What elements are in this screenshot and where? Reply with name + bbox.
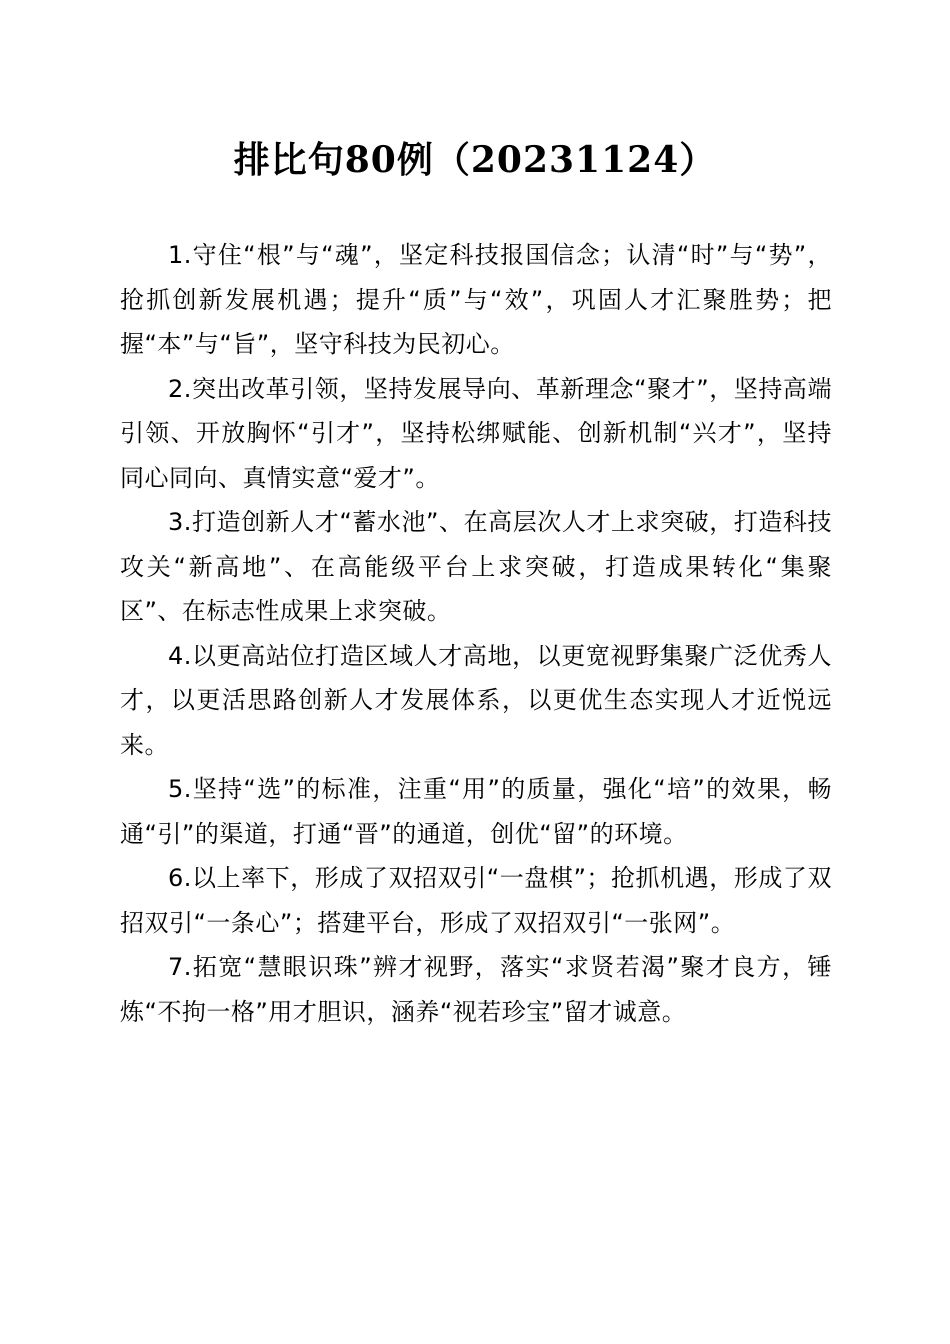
paragraph-3: 3.打造创新人才“蓄水池”、在高层次人才上求突破，打造科技攻关“新高地”、在高能级平台上求突破，打造成果转化“集聚区”、在标志性成果上求突破。: [120, 508, 832, 625]
paragraph-7: 7.拓宽“慧眼识珠”辨才视野，落实“求贤若渴”聚才良方，锤炼“不拘一格”用才胆识，涵养“视若珍宝”留才诚意。: [120, 953, 832, 1026]
document-title: 排比句80例（20231124）: [233, 139, 717, 181]
paragraph-6: 6.以上率下，形成了双招双引“一盘棋”；抢抓机遇，形成了双招双引“一条心”；搭建平台，形成了双招双引“一张网”。: [120, 864, 832, 937]
document-body: [120, 233, 832, 1034]
paragraph-5: 5.坚持“选”的标准，注重“用”的质量，强化“培”的效果，畅通“引”的渠道，打通“晋”的通道，创优“留”的环境。: [120, 775, 832, 848]
paragraph-4: 4.以更高站位打造区域人才高地，以更宽视野集聚广泛优秀人才，以更活思路创新人才发展体系，以更优生态实现人才近悦远来。: [120, 641, 832, 759]
paragraph-2: 2.突出改革引领，坚持发展导向、革新理念“聚才”，坚持高端引领、开放胸怀“引才”，坚持松绑赋能、创新机制“兴才”，坚持同心同向、真情实意“爱才”。: [120, 374, 832, 492]
paragraph-1: 1.守住“根”与“魂”，坚定科技报国信念；认清“时”与“势”，抢抓创新发展机遇；提升“质”与“效”，巩固人才汇聚胜势；把握“本”与“旨”，坚守科技为民初心。: [120, 241, 832, 358]
